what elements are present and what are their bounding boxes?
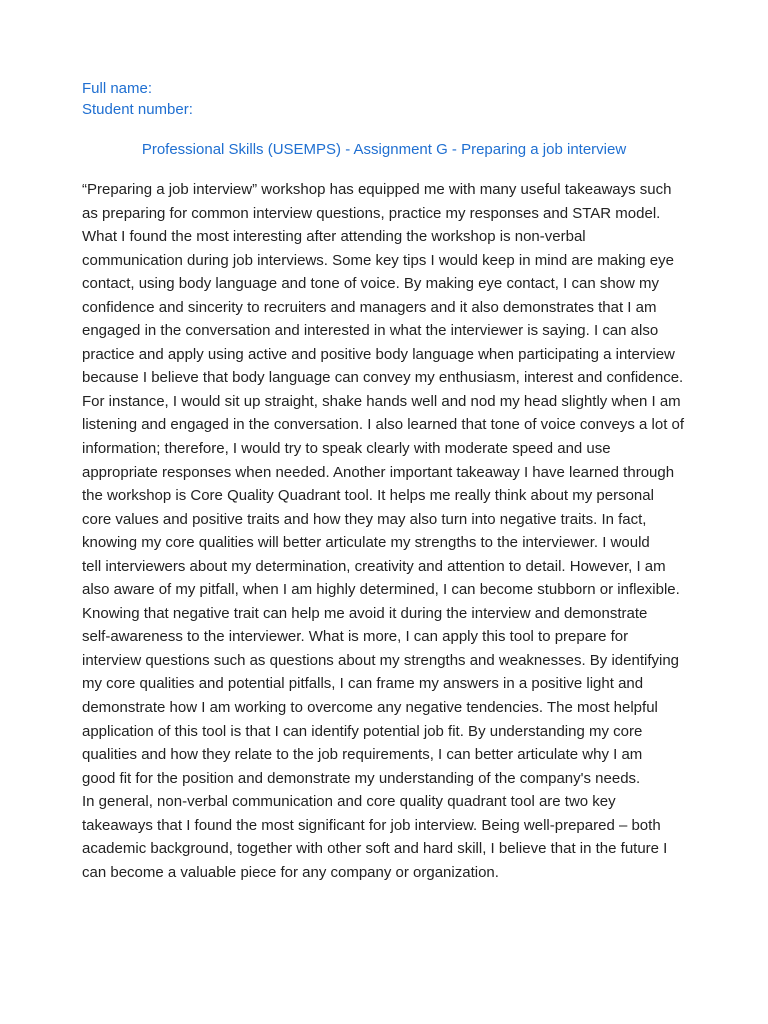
essay-line: engaged in the conversation and interested in what the interviewer is saying. I can also [82, 322, 659, 340]
essay-line: Knowing that negative trait can help me avoid it during the interview and demonstrate [82, 604, 648, 622]
student-info-header [82, 78, 193, 120]
full-name-label: Full name: [82, 80, 153, 97]
essay-line: as preparing for common interview questions, practice my responses and STAR model. [82, 204, 661, 222]
essay-line: core values and positive traits and how they may also turn into negative traits. In fact, [82, 510, 647, 528]
essay-line: information; therefore, I would try to speak clearly with moderate speed and use [82, 440, 611, 458]
essay-line: qualities and how they relate to the job requirements, I can better articulate why I am [82, 746, 643, 764]
student-number-label: Student number: [82, 101, 193, 118]
essay-line: takeaways that I found the most significant for job interview. Being well-prepared – both [82, 816, 661, 834]
essay-line: the workshop is Core Quality Quadrant tool. It helps me really think about my personal [82, 487, 654, 505]
essay-line: tell interviewers about my determination, creativity and attention to detail. However, I am [82, 557, 666, 575]
essay-line: communication during job interviews. Some key tips I would keep in mind are making eye [82, 251, 674, 269]
essay-line: interview questions such as questions about my strengths and weaknesses. By identifying [82, 651, 679, 669]
essay-line: confidence and sincerity to recruiters and managers and it also demonstrates that I am [82, 298, 657, 316]
essay-line: knowing my core qualities will better articulate my strengths to the interviewer. I would [82, 534, 650, 552]
essay-line: my core qualities and potential pitfalls, I can frame my answers in a positive light and [82, 675, 644, 693]
essay-line: listening and engaged in the conversation. I also learned that tone of voice conveys a lot of [82, 416, 685, 434]
essay-line: also aware of my pitfall, when I am highly determined, I can become stubborn or inflexible. [82, 581, 680, 599]
document-title: Professional Skills (USEMPS) - Assignment G - Preparing a job interview [141, 141, 627, 158]
essay-body [82, 178, 692, 884]
essay-line: For instance, I would sit up straight, shake hands well and nod my head slightly when I am [82, 392, 681, 410]
essay-line: self-awareness to the interviewer. What is more, I can apply this tool to prepare for [82, 628, 629, 646]
essay-line: can become a valuable piece for any company or organization. [82, 863, 499, 881]
essay-line: application of this tool is that I can identify potential job fit. By understanding my core [82, 722, 643, 740]
essay-line: demonstrate how I am working to overcome any negative tendencies. The most helpful [82, 699, 658, 717]
essay-line: contact, using body language and tone of voice. By making eye contact, I can show my [82, 275, 660, 293]
essay-line: because I believe that body language can convey my enthusiasm, interest and confidence. [82, 369, 684, 387]
essay-line: In general, non-verbal communication and core quality quadrant tool are two key [82, 793, 616, 811]
essay-line: What I found the most interesting after attending the workshop is non-verbal [82, 228, 586, 246]
essay-line: good fit for the position and demonstrate my understanding of the company's needs. [82, 769, 641, 787]
essay-line: academic background, together with other soft and hard skill, I believe that in the future I [82, 840, 668, 858]
essay-line: “Preparing a job interview” workshop has equipped me with many useful takeaways such [82, 181, 672, 198]
essay-line: practice and apply using active and positive body language when participating a interview [82, 345, 675, 363]
essay-line: appropriate responses when needed. Another important takeaway I have learned through [82, 463, 675, 481]
